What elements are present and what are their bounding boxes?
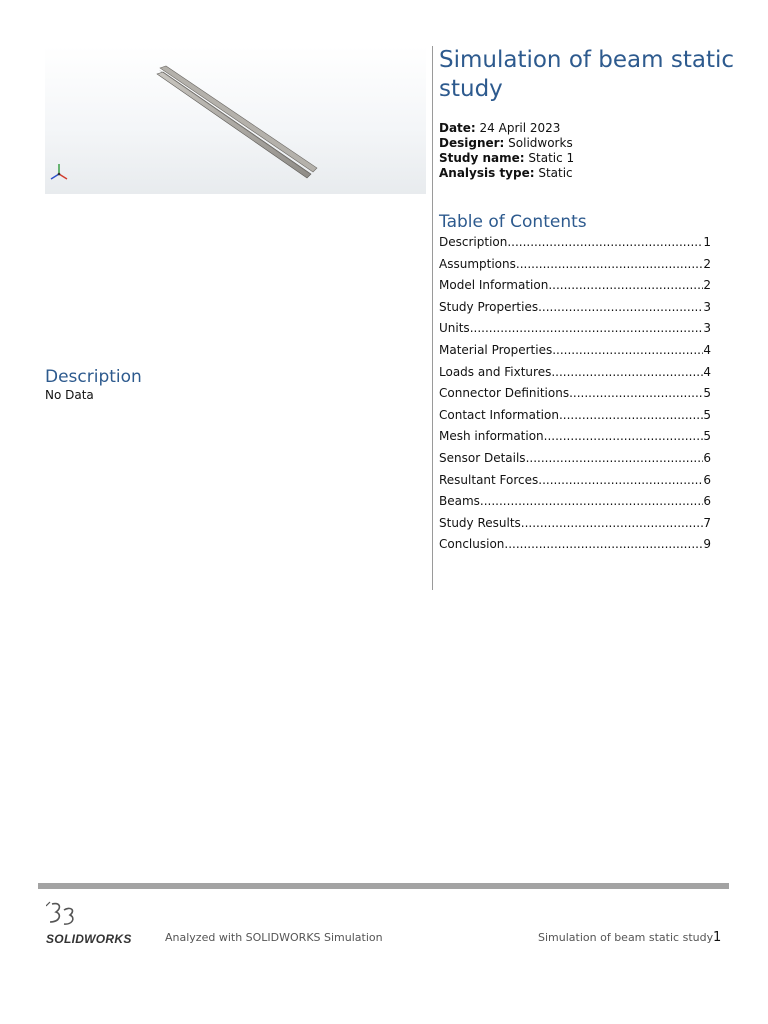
- table-of-contents: [439, 232, 711, 556]
- logo-text: SOLIDWORKS: [46, 932, 132, 946]
- meta-date: Date: 24 April 2023: [439, 121, 561, 135]
- ds-logo-icon: [46, 900, 80, 930]
- toc-item-units[interactable]: Units ..... 3: [439, 318, 711, 340]
- toc-item-study-results[interactable]: Study Results ..... 7: [439, 513, 711, 535]
- toc-item-resultant-forces[interactable]: Resultant Forces ..... 6: [439, 470, 711, 492]
- axis-triad-icon: [51, 164, 67, 179]
- toc-item-model-information[interactable]: Model Information ..... 2: [439, 275, 711, 297]
- toc-item-description[interactable]: Description ..... 1: [439, 232, 711, 254]
- toc-item-material-properties[interactable]: Material Properties ..... 4: [439, 340, 711, 362]
- page-number: 1: [713, 930, 722, 945]
- toc-item-contact-information[interactable]: Contact Information ..... 5: [439, 405, 711, 427]
- column-divider: [432, 46, 433, 590]
- beam-model-image: [45, 46, 426, 194]
- description-heading: Description: [45, 367, 142, 387]
- toc-heading: Table of Contents: [439, 212, 587, 232]
- toc-item-assumptions[interactable]: Assumptions ..... 2: [439, 254, 711, 276]
- meta-analysis-type: Analysis type: Static: [439, 166, 573, 180]
- footer-analyzed-text: Analyzed with SOLIDWORKS Simulation: [165, 931, 383, 944]
- meta-study-name: Study name: Static 1: [439, 151, 575, 165]
- report-metadata: [439, 121, 574, 181]
- toc-item-loads-and-fixtures[interactable]: Loads and Fixtures ..... 4: [439, 362, 711, 384]
- toc-item-mesh-information[interactable]: Mesh information ..... 5: [439, 426, 711, 448]
- footer-report-title: Simulation of beam static study: [538, 931, 714, 944]
- toc-item-beams[interactable]: Beams ..... 6: [439, 491, 711, 513]
- meta-designer: Designer: Solidworks: [439, 136, 573, 150]
- toc-item-sensor-details[interactable]: Sensor Details ..... 6: [439, 448, 711, 470]
- beam-render: [45, 46, 426, 194]
- report-title: Simulation of beam static study: [439, 47, 735, 102]
- toc-item-conclusion[interactable]: Conclusion ..... 9: [439, 534, 711, 556]
- toc-item-study-properties[interactable]: Study Properties ..... 3: [439, 297, 711, 319]
- footer-bar: [38, 883, 729, 889]
- description-text: No Data: [45, 388, 94, 402]
- toc-item-connector-definitions[interactable]: Connector Definitions ..... 5: [439, 383, 711, 405]
- solidworks-logo: [46, 900, 150, 948]
